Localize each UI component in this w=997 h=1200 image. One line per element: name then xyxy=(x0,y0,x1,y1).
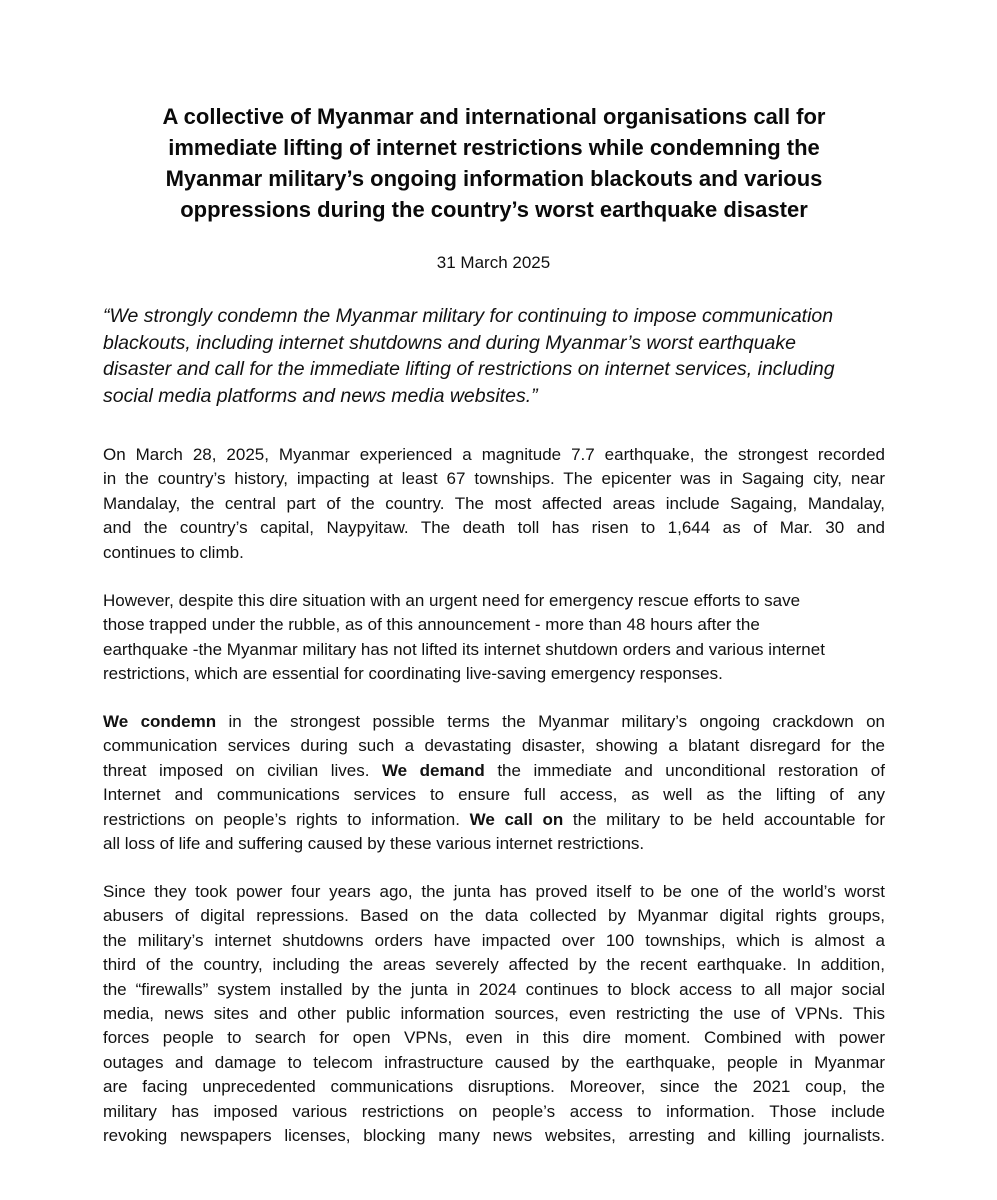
paragraph-line: those trapped under the rubble, as of this announcement - more than 48 hours after the xyxy=(103,615,760,635)
quote-line: blackouts, including internet shutdowns and during Myanmar’s worst earthquake xyxy=(103,331,797,354)
paragraph-text: restrictions on people’s rights to information. xyxy=(103,809,470,829)
paragraph-line xyxy=(103,808,885,832)
paragraph-text: the military to be held accountable for xyxy=(563,809,885,829)
title-line: Myanmar military’s ongoing information blackouts and various xyxy=(165,166,823,191)
title-line: oppressions during the country’s worst earthquake disaster xyxy=(180,197,808,222)
paragraph-line: military has imposed various restrictions on people’s access to information. Those include xyxy=(103,1101,885,1121)
quote-line: “We strongly condemn the Myanmar military for continuing to impose communication xyxy=(103,305,834,327)
paragraph-line: and the country’s capital, Naypyitaw. The death toll has risen to 1,644 as of Mar. 30 and xyxy=(103,518,885,538)
title-line: immediate lifting of internet restrictions while condemning the xyxy=(168,135,820,160)
publication-date: 31 March 2025 xyxy=(436,253,551,272)
paragraph-line: communication services during such a devastating disaster, showing a blatant disregard for the xyxy=(103,736,885,756)
paragraph-line: the “firewalls” system installed by the junta in 2024 continues to block access to all major social xyxy=(103,979,885,999)
paragraph-line: Since they took power four years ago, the junta has proved itself to be one of the world’s worst xyxy=(103,882,885,901)
paragraph-line: On March 28, 2025, Myanmar experienced a magnitude 7.7 earthquake, the strongest recorded xyxy=(103,445,885,464)
paragraph-line: media, news sites and other public information sources, even restricting the use of VPNs. This xyxy=(103,1003,885,1023)
paragraph-line: are facing unprecedented communications disruptions. Moreover, since the 2021 coup, the xyxy=(103,1077,885,1097)
title-line: A collective of Myanmar and international organisations call for xyxy=(162,104,826,129)
paragraph-line xyxy=(103,759,885,783)
bold-we-demand: We demand xyxy=(381,760,485,780)
paragraph-earthquake-facts xyxy=(103,443,885,565)
paragraph-line: restrictions, which are essential for coordinating live-saving emergency responses. xyxy=(103,664,723,684)
paragraph-line: outages and damage to telecom infrastructure caused by the earthquake, people in Myanmar xyxy=(103,1052,885,1072)
paragraph-text: threat imposed on civilian lives. xyxy=(103,760,382,780)
paragraph-line: the military’s internet shutdowns orders have impacted over 100 townships, which is almost a xyxy=(103,930,885,950)
paragraph-line: third of the country, including the areas severely affected by the recent earthquake. In addition, xyxy=(103,955,885,975)
paragraph-line: However, despite this dire situation with an urgent need for emergency rescue efforts to save xyxy=(103,591,801,610)
paragraph-line: continues to climb. xyxy=(103,542,244,562)
bold-we-condemn: We condemn xyxy=(103,712,217,731)
quote-line: disaster and call for the immediate lifting of restrictions on internet services, including xyxy=(103,358,835,380)
paragraph-line: Mandalay, the central part of the country. The most affected areas include Sagaing, Mandalay, xyxy=(103,493,885,513)
paragraph-line: abusers of digital repressions. Based on the data collected by Myanmar digital rights groups, xyxy=(103,906,885,926)
paragraph-line: all loss of life and suffering caused by these various internet restrictions. xyxy=(103,833,645,853)
paragraph-line: in the country’s history, impacting at least 67 townships. The epicenter was in Sagaing city, near xyxy=(103,469,885,489)
paragraph-line: forces people to search for open VPNs, even in this dire moment. Combined with power xyxy=(103,1028,885,1048)
paragraph-line: revoking newspapers licenses, blocking many news websites, arresting and killing journalists. xyxy=(103,1125,885,1145)
paragraph-line xyxy=(103,710,885,734)
paragraph-line: Internet and communications services to ensure full access, as well as the lifting of any xyxy=(103,785,885,805)
paragraph-digital-repression xyxy=(103,880,885,1148)
paragraph-demands xyxy=(103,710,885,856)
paragraph-shutdown-situation xyxy=(103,589,885,687)
paragraph-line: earthquake -the Myanmar military has not lifted its internet shutdown orders and various internet xyxy=(103,639,825,659)
pull-quote xyxy=(103,303,893,409)
paragraph-text: in the strongest possible terms the Myanmar military’s ongoing crackdown on xyxy=(216,712,885,731)
page-title xyxy=(120,101,868,225)
quote-line: social media platforms and news media websites.” xyxy=(103,384,538,407)
paragraph-text: the immediate and unconditional restoration of xyxy=(484,760,885,780)
bold-we-call-on: We call on xyxy=(469,809,564,829)
